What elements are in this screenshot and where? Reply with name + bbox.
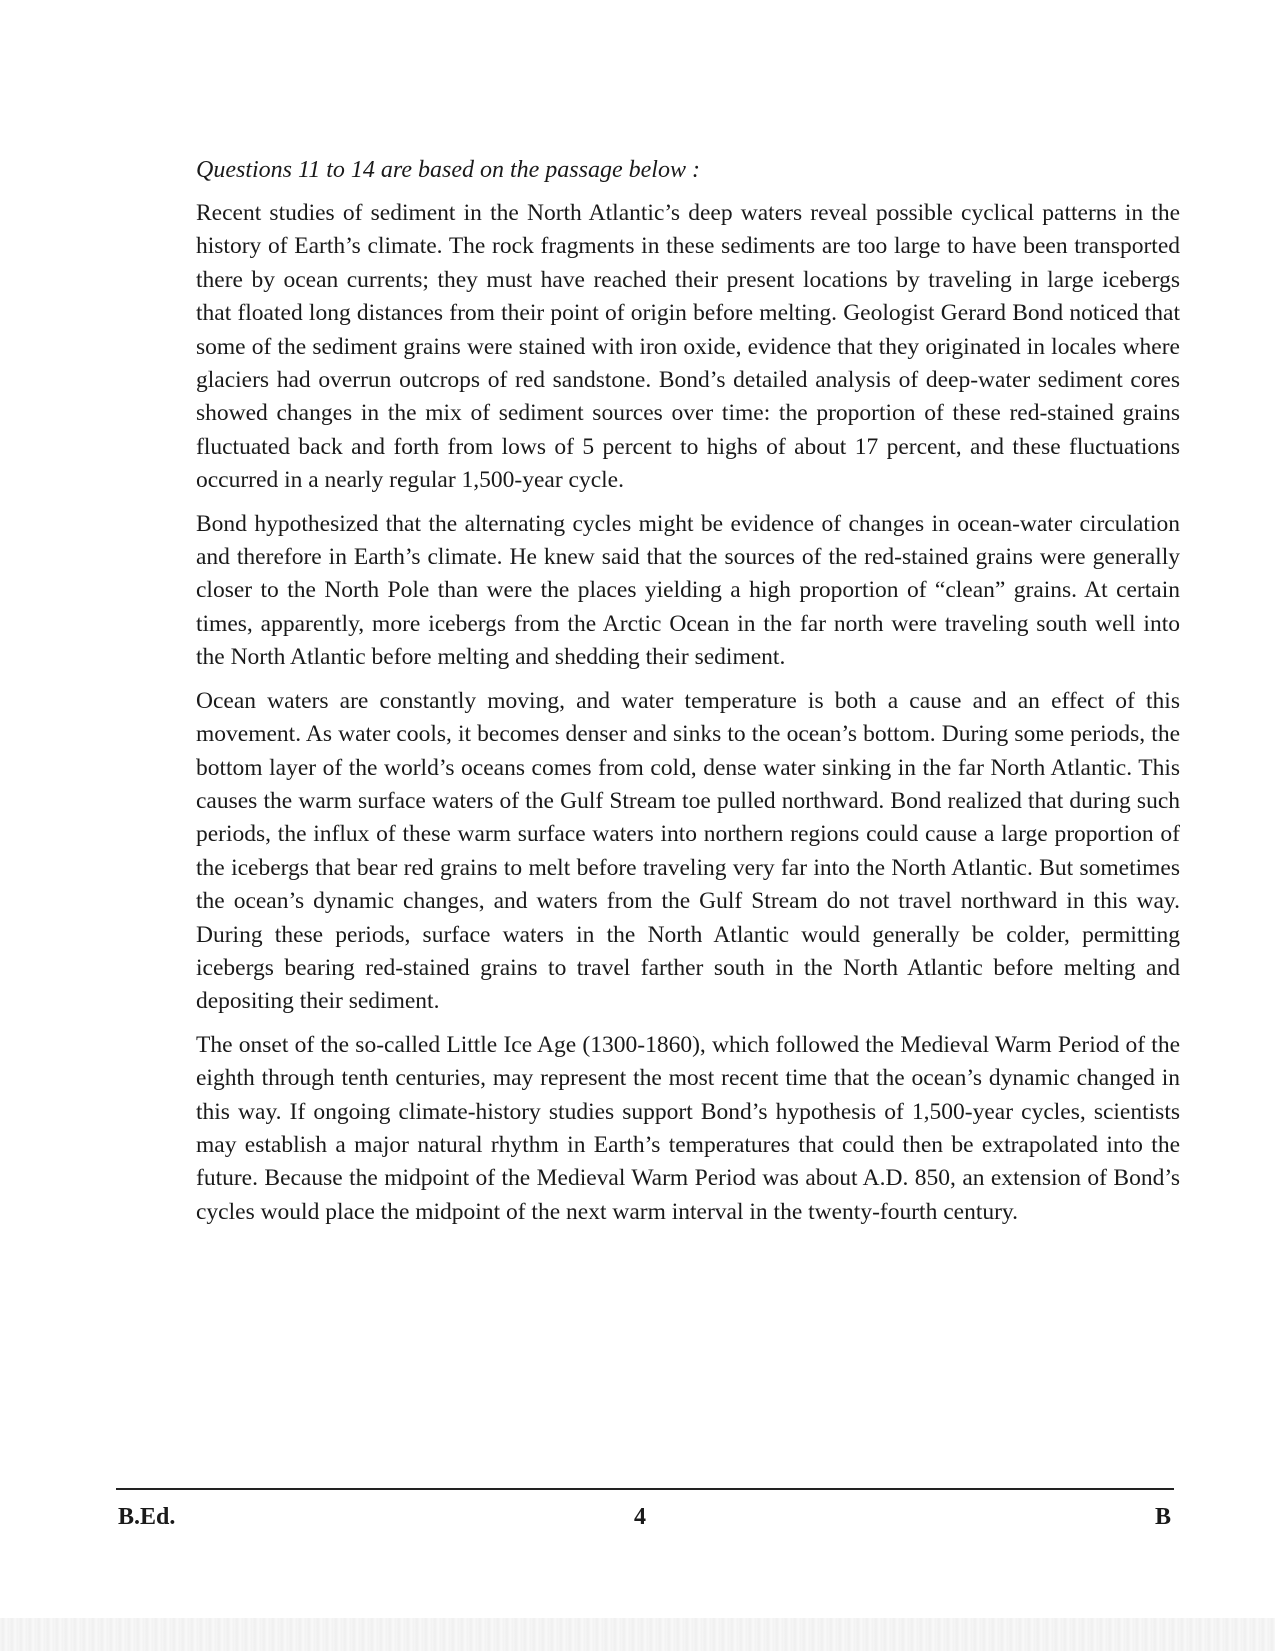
footer-booklet-series: B bbox=[1155, 1504, 1172, 1530]
footer-course-code: B.Ed. bbox=[118, 1504, 176, 1530]
passage-heading: Questions 11 to 14 are based on the passage below : bbox=[196, 157, 700, 183]
passage-paragraph-3: Ocean waters are constantly moving, and water temperature is both a cause and an effect of this movement. As water cools, it becomes denser and sinks to the ocean’s bottom. During some periods, the bottom layer of the world’s oceans comes from cold, dense water sinking in the far North Atlantic. This causes the warm surface waters of the Gulf Stream toe pulled northward. Bond realized that during such periods, the influx of these warm surface waters into northern regions could cause a large proportion of the icebergs that bear red grains to melt before traveling very far into the North Atlantic. But sometimes the ocean’s dynamic changes, and waters from the Gulf Stream do not travel northward in this way. During these periods, surface waters in the North Atlantic would generally be colder, permitting icebergs bearing red-stained grains to travel farther south in the North Atlantic before melting and depositing their sediment. bbox=[196, 687, 1180, 1015]
passage-body bbox=[196, 197, 1180, 1239]
footer-divider bbox=[116, 1488, 1174, 1490]
footer-page-number: 4 bbox=[634, 1504, 646, 1530]
passage-paragraph-2: Bond hypothesized that the alternating cycles might be evidence of changes in ocean-water circulation and therefore in Earth’s climate. He knew said that the sources of the red-stained grains were generally closer to the North Pole than were the places yielding a high proportion of “clean” grains. At certain times, apparently, more icebergs from the Arctic Ocean in the far north were traveling south well into the North Atlantic before melting and shedding their sediment. bbox=[196, 510, 1180, 671]
passage-paragraph-4: The onset of the so-called Little Ice Age (1300-1860), which followed the Medieval Warm Period of the eighth through tenth centuries, may represent the most recent time that the ocean’s dynamic changed in this way. If ongoing climate-history studies support Bond’s hypothesis of 1,500-year cycles, scientists may establish a major natural rhythm in Earth’s temperatures that could then be extrapolated into the future. Because the midpoint of the Medieval Warm Period was about A.D. 850, an extension of Bond’s cycles would place the midpoint of the next warm interval in the twenty-fourth century. bbox=[196, 1031, 1180, 1225]
scan-artifact-strip bbox=[0, 1618, 1275, 1651]
passage-paragraph-1: Recent studies of sediment in the North Atlantic’s deep waters reveal possible cyclical patterns in the history of Earth’s climate. The rock fragments in these sediments are too large to have been transported there by ocean currents; they must have reached their present locations by traveling in large icebergs that floated long distances from their point of origin before melting. Geologist Gerard Bond noticed that some of the sediment grains were stained with iron oxide, evidence that they originated in locales where glaciers had overrun outcrops of red sandstone. Bond’s detailed analysis of deep-water sediment cores showed changes in the mix of sediment sources over time: the proportion of these red-stained grains fluctuated back and forth from lows of 5 percent to highs of about 17 percent, and these fluctuations occurred in a nearly regular 1,500-year cycle. bbox=[196, 200, 1180, 494]
